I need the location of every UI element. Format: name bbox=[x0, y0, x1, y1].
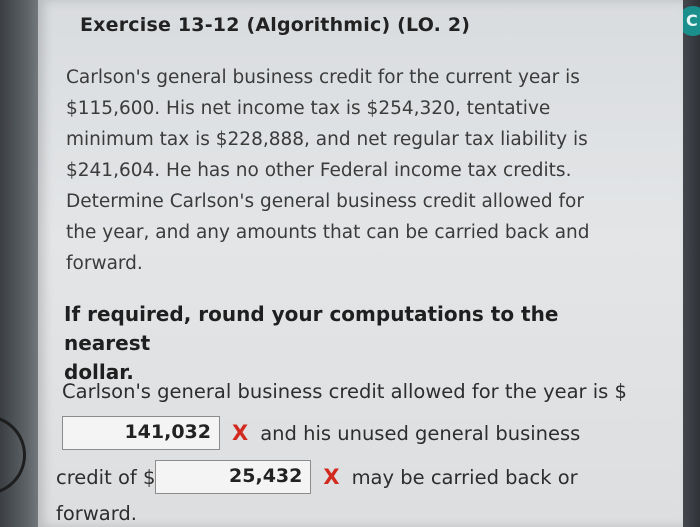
problem-statement bbox=[66, 62, 626, 279]
problem-line: forward. bbox=[66, 253, 143, 274]
credit-allowed-input[interactable]: 141,032 bbox=[62, 416, 220, 450]
answer-sentence-part3: credit of $ bbox=[56, 465, 156, 489]
app-badge-icon: C bbox=[678, 6, 700, 36]
answer-row-credit-allowed bbox=[62, 416, 580, 450]
problem-line: $241,604. He has no other Federal income tax credits. bbox=[66, 160, 572, 181]
instruction-line: dollar. bbox=[64, 360, 134, 384]
problem-line: $115,600. His net income tax is $254,320, tentative bbox=[66, 98, 551, 119]
unused-credit-input[interactable]: 25,432 bbox=[155, 460, 311, 494]
problem-line: minimum tax is $228,888, and net regular tax liability is bbox=[66, 129, 588, 150]
problem-line: Carlson's general business credit for the current year is bbox=[66, 67, 580, 88]
answer-sentence-part2: and his unused general business bbox=[260, 421, 581, 445]
problem-line: Determine Carlson's general business credit allowed for bbox=[66, 191, 584, 212]
problem-line: the year, and any amounts that can be carried back and bbox=[66, 222, 590, 243]
x-icon: X bbox=[232, 421, 249, 445]
answer-sentence-part5: forward. bbox=[56, 502, 137, 525]
exercise-title: Exercise 13-12 (Algorithmic) (LO. 2) bbox=[80, 14, 471, 36]
answer-sentence-part4: may be carried back or bbox=[351, 465, 578, 489]
answer-row-unused-credit bbox=[56, 460, 578, 494]
answer-sentence-part1: Carlson's general business credit allowed for the year is $ bbox=[62, 380, 627, 403]
x-icon: X bbox=[323, 465, 340, 489]
instruction-line: If required, round your computations to the nearest bbox=[64, 302, 559, 355]
rounding-instruction bbox=[64, 300, 644, 387]
